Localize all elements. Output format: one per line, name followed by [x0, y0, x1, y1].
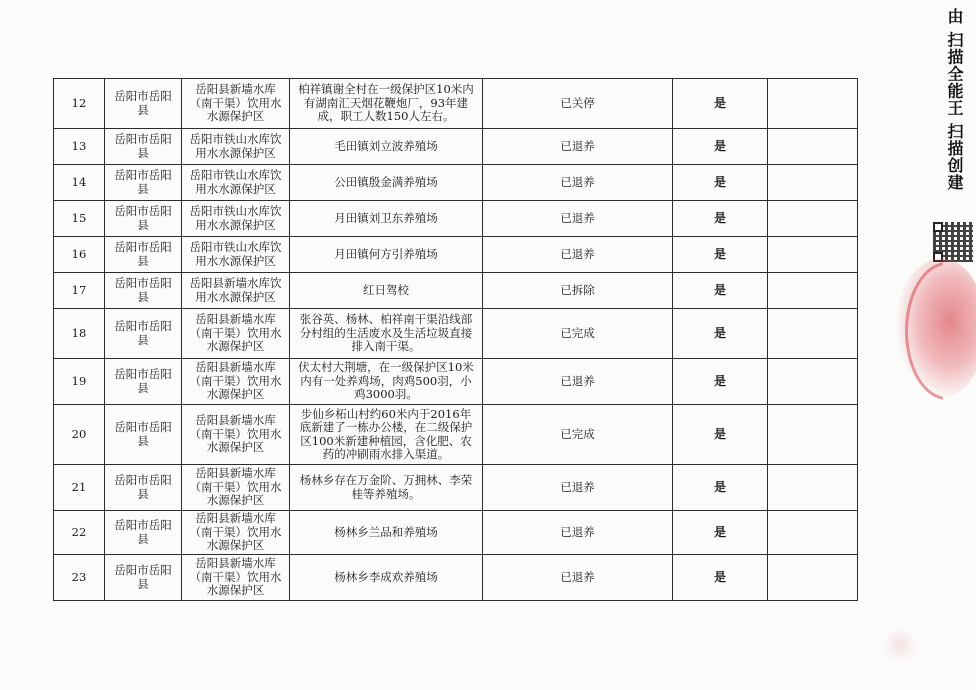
- remark-cell: [768, 465, 858, 511]
- city-county-cell: 岳阳市岳阳县: [105, 405, 182, 465]
- water-source-cell: 岳阳市铁山水库饮用水水源保护区: [182, 201, 290, 237]
- water-source-cell: 岳阳县新墙水库（南干渠）饮用水水源保护区: [182, 79, 290, 129]
- scan-smudge: [880, 630, 920, 660]
- table-row: [54, 309, 858, 359]
- completed-flag-cell: 是: [673, 511, 768, 555]
- city-county-cell: 岳阳市岳阳县: [105, 201, 182, 237]
- completed-flag-cell: 是: [673, 273, 768, 309]
- rectification-status-cell: 已退养: [483, 129, 673, 165]
- rectification-status-cell: 已拆除: [483, 273, 673, 309]
- rectification-status-cell: 已关停: [483, 79, 673, 129]
- table-row: [54, 79, 858, 129]
- water-source-cell: 岳阳市铁山水库饮用水水源保护区: [182, 237, 290, 273]
- water-source-cell: 岳阳县新墙水库（南干渠）饮用水水源保护区: [182, 309, 290, 359]
- qr-code-icon: [933, 222, 973, 262]
- city-county-cell: 岳阳市岳阳县: [105, 359, 182, 405]
- problem-description-cell: 公田镇殷金满养殖场: [290, 165, 483, 201]
- row-number: 18: [54, 309, 105, 359]
- remark-cell: [768, 511, 858, 555]
- rectification-table: [53, 78, 858, 601]
- problem-description-cell: 月田镇刘卫东养殖场: [290, 201, 483, 237]
- water-source-cell: 岳阳县新墙水库饮用水水源保护区: [182, 273, 290, 309]
- completed-flag-cell: 是: [673, 129, 768, 165]
- remark-cell: [768, 201, 858, 237]
- scanner-watermark: 由 扫描全能王 扫描创建: [945, 8, 964, 192]
- remark-cell: [768, 555, 858, 601]
- remark-cell: [768, 405, 858, 465]
- water-source-cell: 岳阳县新墙水库（南干渠）饮用水水源保护区: [182, 555, 290, 601]
- city-county-cell: 岳阳市岳阳县: [105, 129, 182, 165]
- city-county-cell: 岳阳市岳阳县: [105, 555, 182, 601]
- remark-cell: [768, 309, 858, 359]
- completed-flag-cell: 是: [673, 359, 768, 405]
- row-number: 19: [54, 359, 105, 405]
- problem-description-cell: 步仙乡柘山村约60米内于2016年底新建了一栋办公楼，在二级保护区100米新建种植园，含化肥、农药的冲刷雨水排入渠道。: [290, 405, 483, 465]
- rectification-status-cell: 已退养: [483, 359, 673, 405]
- remark-cell: [768, 273, 858, 309]
- completed-flag-cell: 是: [673, 465, 768, 511]
- problem-description-cell: 杨林乡李成欢养殖场: [290, 555, 483, 601]
- rectification-status-cell: 已退养: [483, 237, 673, 273]
- rectification-status-cell: 已退养: [483, 465, 673, 511]
- completed-flag-cell: 是: [673, 165, 768, 201]
- water-source-cell: 岳阳县新墙水库（南干渠）饮用水水源保护区: [182, 465, 290, 511]
- row-number: 17: [54, 273, 105, 309]
- completed-flag-cell: 是: [673, 555, 768, 601]
- problem-description-cell: 柏祥镇谢全村在一级保护区10米内有湖南汇天烟花鞭炮厂，93年建成，职工人数150人左右。: [290, 79, 483, 129]
- row-number: 13: [54, 129, 105, 165]
- table-row: [54, 201, 858, 237]
- table-row: [54, 165, 858, 201]
- city-county-cell: 岳阳市岳阳县: [105, 237, 182, 273]
- row-number: 21: [54, 465, 105, 511]
- water-source-cell: 岳阳县新墙水库（南干渠）饮用水水源保护区: [182, 511, 290, 555]
- problem-description-cell: 杨林乡存在万金阶、万拥林、李荣桂等养殖场。: [290, 465, 483, 511]
- table-row: [54, 359, 858, 405]
- city-county-cell: 岳阳市岳阳县: [105, 511, 182, 555]
- water-source-cell: 岳阳县新墙水库（南干渠）饮用水水源保护区: [182, 405, 290, 465]
- completed-flag-cell: 是: [673, 201, 768, 237]
- row-number: 15: [54, 201, 105, 237]
- row-number: 20: [54, 405, 105, 465]
- city-county-cell: 岳阳市岳阳县: [105, 465, 182, 511]
- rectification-status-cell: 已退养: [483, 555, 673, 601]
- city-county-cell: 岳阳市岳阳县: [105, 165, 182, 201]
- completed-flag-cell: 是: [673, 309, 768, 359]
- remark-cell: [768, 165, 858, 201]
- rectification-status-cell: 已完成: [483, 309, 673, 359]
- remark-cell: [768, 79, 858, 129]
- water-source-cell: 岳阳市铁山水库饮用水水源保护区: [182, 165, 290, 201]
- completed-flag-cell: 是: [673, 79, 768, 129]
- table-row: [54, 237, 858, 273]
- completed-flag-cell: 是: [673, 237, 768, 273]
- rectification-status-cell: 已退养: [483, 201, 673, 237]
- row-number: 14: [54, 165, 105, 201]
- table-row: [54, 465, 858, 511]
- water-source-cell: 岳阳市铁山水库饮用水水源保护区: [182, 129, 290, 165]
- table-row: [54, 511, 858, 555]
- problem-description-cell: 伏太村大荆塘，在一级保护区10米内有一处养鸡场，肉鸡500羽，小鸡3000羽。: [290, 359, 483, 405]
- city-county-cell: 岳阳市岳阳县: [105, 273, 182, 309]
- table-row: [54, 555, 858, 601]
- remark-cell: [768, 359, 858, 405]
- row-number: 12: [54, 79, 105, 129]
- remark-cell: [768, 237, 858, 273]
- city-county-cell: 岳阳市岳阳县: [105, 79, 182, 129]
- problem-description-cell: 毛田镇刘立波养殖场: [290, 129, 483, 165]
- row-number: 23: [54, 555, 105, 601]
- remark-cell: [768, 129, 858, 165]
- problem-description-cell: 月田镇何方引养殖场: [290, 237, 483, 273]
- city-county-cell: 岳阳市岳阳县: [105, 309, 182, 359]
- table-row: [54, 273, 858, 309]
- table-body: [54, 79, 858, 601]
- table-row: [54, 405, 858, 465]
- problem-description-cell: 杨林乡兰品和养殖场: [290, 511, 483, 555]
- table-row: [54, 129, 858, 165]
- completed-flag-cell: 是: [673, 405, 768, 465]
- water-source-cell: 岳阳县新墙水库（南干渠）饮用水水源保护区: [182, 359, 290, 405]
- rectification-status-cell: 已完成: [483, 405, 673, 465]
- row-number: 16: [54, 237, 105, 273]
- problem-description-cell: 张谷英、杨林、柏祥南干渠沿线部分村组的生活废水及生活垃圾直接排入南干渠。: [290, 309, 483, 359]
- row-number: 22: [54, 511, 105, 555]
- problem-description-cell: 红日驾校: [290, 273, 483, 309]
- rectification-status-cell: 已退养: [483, 165, 673, 201]
- rectification-status-cell: 已退养: [483, 511, 673, 555]
